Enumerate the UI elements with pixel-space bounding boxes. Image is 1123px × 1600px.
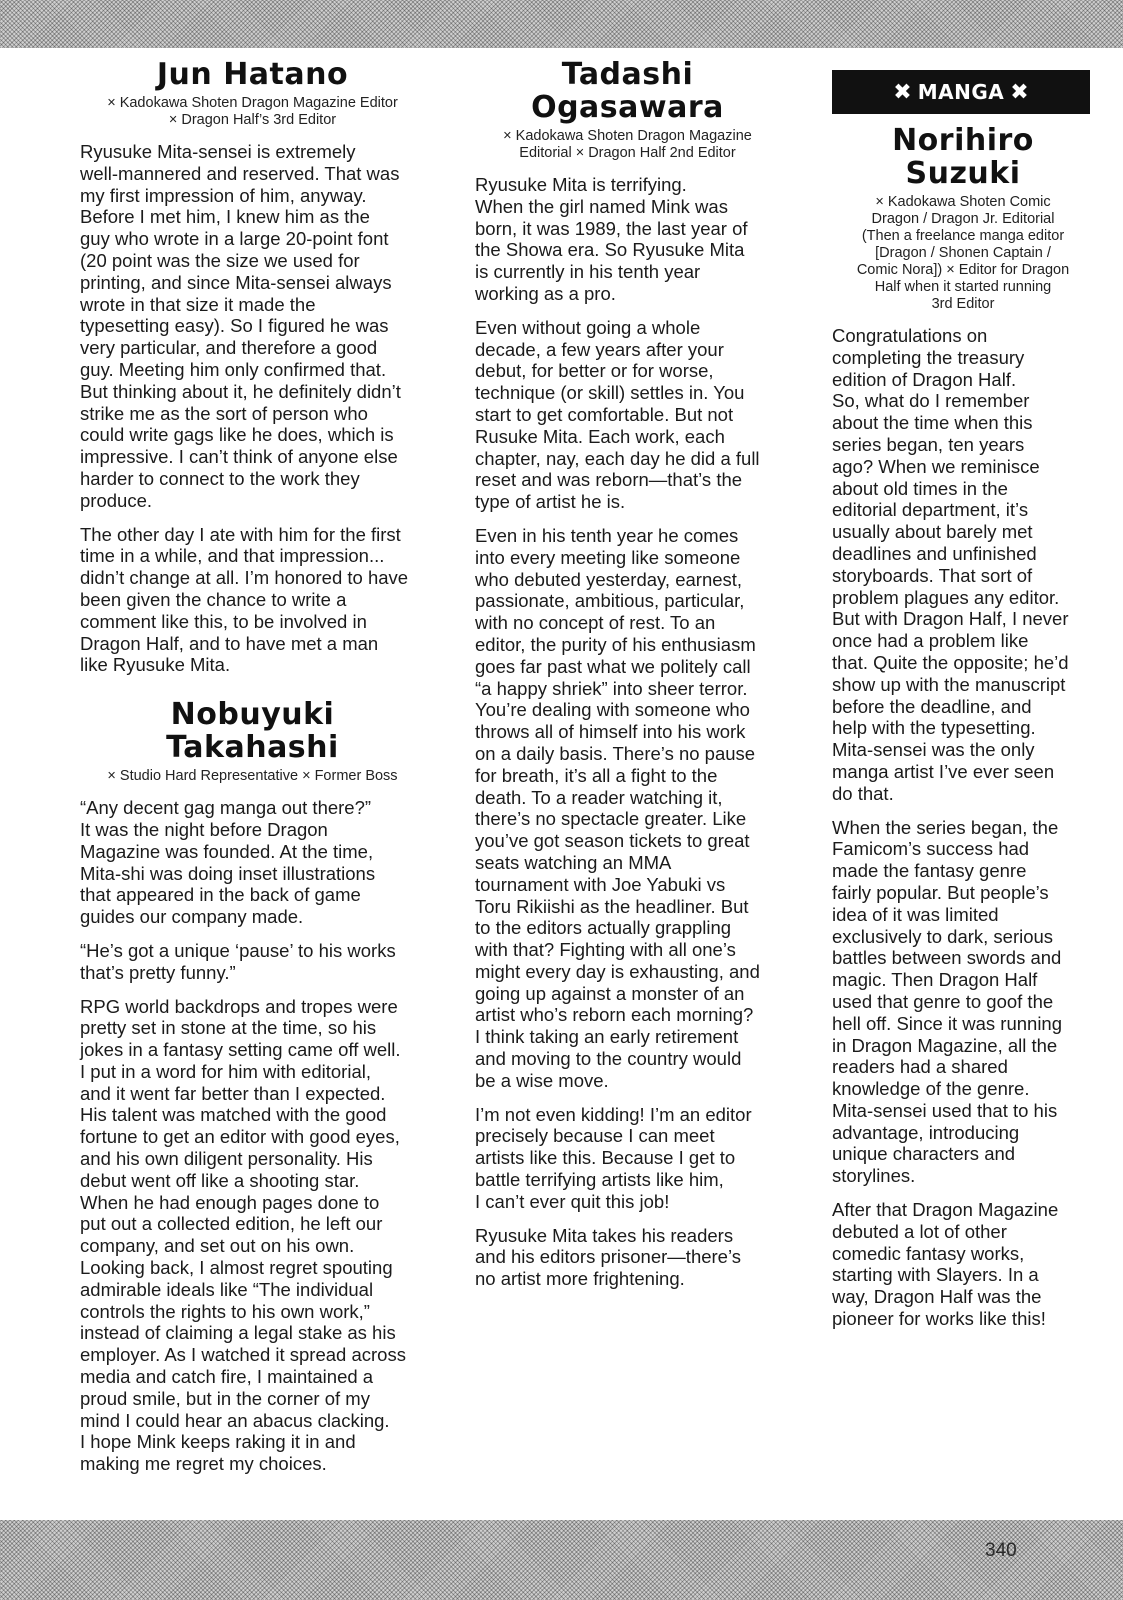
- comment-paragraph: RPG world backdrops and tropes were pretty set in stone at the time, so his jokes in a fantasy setting came off well. I put in a word for him with editorial, and it went far better than I expected. His talent was matched with the good fortune to get an editor with good eyes, and his own diligent personality. His debut went off like a shooting star. When he had enough pages done to put out a collected edition, he left our company, and set out on his own. Looking back, I almost regret spouting admirable ideals like “The individual controls the rights to his own work,” instead of claiming a legal stake as his employer. As I watched it spread across media and catch fire, I maintained a proud smile, but in the corner of my mind I could hear an abacus clacking. I hope Mink keeps raking it in and making me regret my choices.: [80, 995, 406, 1475]
- comment-paragraph: When the series began, the Famicom’s success had made the fantasy genre fairly popular. But people’s idea of it was limited exclusively to dark, serious battles between swords and magic. Then Dragon Half used that genre to goof the hell off. Since it was running in Dragon Magazine, all the readers had a shared knowledge of the genre. Mita-sensei used that to his advantage, introducing unique characters and storylines.: [832, 816, 1063, 1187]
- author-role: × Studio Hard Representative × Former Boss: [107, 768, 398, 785]
- manga-category-banner: [832, 70, 1090, 114]
- author-role: × Kadokawa Shoten Dragon Magazine Editor × Dragon Half’s 3rd Editor: [107, 95, 398, 128]
- comment-paragraph: After that Dragon Magazine debuted a lot of other comedic fantasy works, starting with Slayers. In a way, Dragon Half was the pioneer for works like this!: [832, 1199, 1059, 1330]
- comment-paragraph: “Any decent gag manga out there?” It was the night before Dragon Magazine was founded. At the time, Mita-shi was doing inset illustrations that appeared in the back of game guides our company made.: [80, 797, 376, 928]
- comment-paragraph: Ryusuke Mita takes his readers and his editors prisoner—there’s no artist more frightening.: [475, 1224, 741, 1290]
- author-role: × Kadokawa Shoten Comic Dragon / Dragon Jr. Editorial (Then a freelance manga editor [Dragon / Shonen Captain / Comic Nora]) × Editor for Dragon Half when it started running 3rd Editor: [856, 194, 1070, 312]
- banner-label: MANGA: [917, 80, 1005, 104]
- column-1: [80, 58, 425, 1487]
- comment-paragraph: “He’s got a unique ‘pause’ to his works that’s pretty funny.”: [80, 939, 396, 983]
- comment-nobuyuki-takahashi: [80, 698, 425, 1475]
- comment-paragraph: Congratulations on completing the treasury edition of Dragon Half. So, what do I remember about the time when this series began, ten years ago? When we reminisce about old times in the editorial department, it’s usually about barely met deadlines and unfinished storyboards. That sort of problem plagues any editor. But with Dragon Half, I never once had a problem like that. Quite the opposite; he’d show up with the manuscript before the deadline, and help with the typesetting. Mita-sensei was the only manga artist I’ve ever seen do that.: [832, 325, 1069, 804]
- page-number: 340: [985, 1540, 1017, 1561]
- author-role: × Kadokawa Shoten Dragon Magazine Editorial × Dragon Half 2nd Editor: [503, 128, 752, 161]
- comment-paragraph: Ryusuke Mita-sensei is extremely well-mannered and reserved. That was my first impression of him, anyway. Before I met him, I knew him as the guy who wrote in a large 20-point font (20 point was the size we used for printing, and since Mita-sensei always wrote in that size it made the typesetting easy). So I figured he was very particular, and therefore a good guy. Meeting him only confirmed that. But thinking about it, he definitely didn’t strike me as the sort of person who could write gags like he does, which is impressive. I can’t think of anyone else harder to connect to the work they produce.: [80, 141, 401, 511]
- top-screentone-band: [0, 0, 1123, 48]
- author-name: Norihiro Suzuki: [892, 123, 1034, 191]
- comment-paragraph: Even in his tenth year he comes into every meeting like someone who debuted yesterday, earnest, passionate, ambitious, particular, with no concept of rest. To an editor, the purity of his enthusiasm goes far past what we politely call “a happy shriek” into sheer terror. You’re dealing with someone who throws all of himself into his work on a daily basis. There’s no pause for breath, it’s all a fight to the death. To a reader watching it, there’s no spectacle greater. Like you’ve got season tickets to great seats watching an MMA tournament with Joe Yabuki vs Toru Rikiishi as the headliner. But to the editors actually grappling with that? Fighting with all one’s might every day is exhausting, and going up against a monster of an artist who’s reborn each morning? I think taking an early retirement and moving to the country would be a wise move.: [475, 524, 760, 1091]
- author-name: Tadashi Ogasawara: [531, 57, 724, 125]
- comment-tadashi-ogasawara: [475, 58, 780, 1290]
- cross-mark-icon: ✖: [893, 79, 912, 105]
- comment-paragraph: Ryusuke Mita is terrifying. When the girl named Mink was born, it was 1989, the last year of the Showa era. So Ryusuke Mita is currently in his tenth year working as a pro.: [475, 174, 748, 304]
- comment-paragraph: Even without going a whole decade, a few years after your debut, for better or for worse, technique (or skill) settles in. You start to get comfortable. But not Rusuke Mita. Each work, each chapter, nay, each day he did a full reset and was reborn—that’s the type of artist he is.: [475, 316, 760, 513]
- column-3: [832, 58, 1094, 1342]
- comment-paragraph: The other day I ate with him for the first time in a while, and that impression... didn’t change at all. I’m honored to have been given the chance to write a comment like this, to be involved in Dragon Half, and to have met a man like Ryusuke Mita.: [80, 523, 409, 676]
- comment-paragraph: I’m not even kidding! I’m an editor precisely because I can meet artists like this. Because I get to battle terrifying artists like him, I can’t ever quit this job!: [475, 1103, 752, 1212]
- bottom-screentone-band: [0, 1520, 1123, 1600]
- author-name: Jun Hatano: [156, 57, 349, 92]
- column-2: [475, 58, 780, 1302]
- comment-jun-hatano: [80, 58, 425, 676]
- author-name: Nobuyuki Takahashi: [166, 697, 339, 766]
- cross-mark-icon: ✖: [1010, 79, 1029, 105]
- comment-norihiro-suzuki: [832, 124, 1094, 1330]
